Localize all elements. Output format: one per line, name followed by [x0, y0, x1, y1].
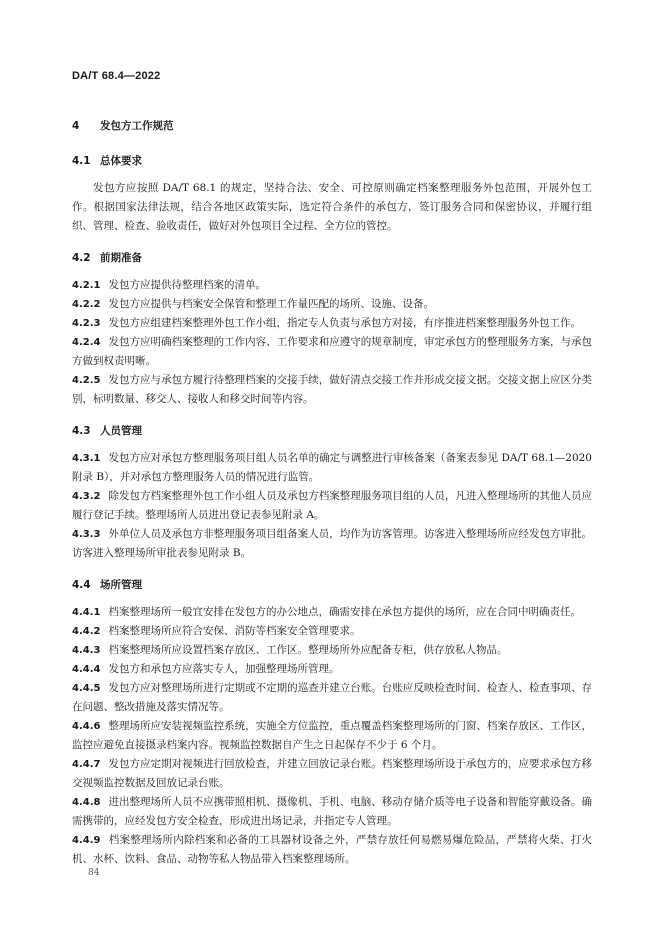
clause-text: 档案整理场所应符合安保、消防等档案安全管理要求。 — [108, 625, 361, 637]
clause-number: 4.4.4 — [72, 664, 101, 675]
clause-number: 4.4.8 — [72, 797, 101, 808]
clause-text: 发包方应组建档案整理外包工作小组，指定专人负责与承包方对接，有序推进档案整理服务外包工作。 — [108, 317, 581, 329]
clause-number: 4.2.1 — [72, 280, 101, 291]
subsection-title: 人员管理 — [100, 425, 142, 437]
subsection-title: 总体要求 — [100, 155, 142, 167]
clause — [72, 622, 592, 641]
page-number: 84 — [88, 868, 100, 878]
clause — [72, 660, 592, 679]
clause-number: 4.4.7 — [72, 759, 101, 770]
clause-text: 发包方应提供待整理档案的清单。 — [108, 279, 266, 291]
subsection-heading-4-1 — [72, 153, 592, 168]
clause — [72, 449, 592, 487]
subsection-title: 场所管理 — [100, 579, 142, 591]
clause-number: 4.3.2 — [72, 491, 101, 502]
clause-number: 4.4.9 — [72, 835, 101, 846]
document-body — [72, 118, 592, 869]
clause-text: 外单位人员及承包方非整理服务项目组备案人员，均作为访客管理。访客进入整理场所应经发包方审批。访客进入整理场所审批表参见附录 B。 — [72, 528, 592, 559]
clause-text: 发包方应与承包方履行待整理档案的交接手续，做好清点交接工作并形成交接文据。交接文据上应区分类别，标明数量、移交人、接收人和移交时间等内容。 — [72, 374, 592, 405]
standard-code: DA/T 68.4—2022 — [72, 70, 161, 82]
clause-text: 发包方和承包方应落实专人，加强整理场所管理。 — [108, 663, 340, 675]
subsection-number: 4.3 — [72, 425, 91, 437]
clause — [72, 487, 592, 525]
clause — [72, 755, 592, 793]
section-number: 4 — [72, 120, 80, 132]
clause-number: 4.2.5 — [72, 375, 101, 386]
subsection-heading-4-2 — [72, 250, 592, 265]
clause-text: 发包方应提供与档案安全保管和整理工作量匹配的场所、设施、设备。 — [108, 298, 434, 310]
clause-number: 4.2.2 — [72, 299, 101, 310]
subsection-number: 4.4 — [72, 579, 91, 591]
clause-text: 进出整理场所人员不应携带照相机、摄像机、手机、电脑、移动存储介质等电子设备和智能穿戴设备。确需携带的，应经发包方安全检查，形成进出场记录，并指定专人管理。 — [72, 796, 592, 827]
clause-text: 档案整理场所应设置档案存放区、工作区。整理场所外应配备专柜，供存放私人物品。 — [108, 644, 508, 656]
clause-number: 4.4.5 — [72, 683, 101, 694]
clause — [72, 793, 592, 831]
clause-text: 发包方应对整理场所进行定期或不定期的巡查并建立台账。台账应反映检查时间、检查人、检查事项、存在问题、整改措施及落实情况等。 — [72, 682, 592, 713]
clause — [72, 641, 592, 660]
clause — [72, 314, 592, 333]
clause-number: 4.3.3 — [72, 529, 101, 540]
clause-text: 档案整理场所内除档案和必备的工具器材设备之外，严禁存放任何易燃易爆危险品，严禁将火柴、打火机、水杯、饮料、食品、动物等私人物品带入档案整理场所。 — [72, 834, 592, 865]
clause-text: 整理场所应安装视频监控系统，实施全方位监控，重点覆盖档案整理场所的门窗、档案存放区、工作区，监控应避免直接摄录档案内容。视频监控数据自产生之日起保存不少于 6 个月。 — [72, 720, 592, 751]
clause-list-4-4 — [72, 603, 592, 869]
clause — [72, 679, 592, 717]
clause-number: 4.4.6 — [72, 721, 101, 732]
clause — [72, 295, 592, 314]
clause-number: 4.2.4 — [72, 337, 101, 348]
clause-number: 4.4.2 — [72, 626, 101, 637]
clause — [72, 603, 592, 622]
clause — [72, 333, 592, 371]
clause-text: 档案整理场所一般宜安排在发包方的办公地点，确需安排在承包方提供的场所，应在合同中明确责任。 — [108, 606, 581, 618]
subsection-number: 4.1 — [72, 155, 91, 167]
clause-text: 发包方应明确档案整理的工作内容、工作要求和应遵守的规章制度，审定承包方的整理服务方案，与承包方做到权责明晰。 — [72, 336, 592, 367]
section-title: 发包方工作规范 — [100, 120, 174, 132]
clause — [72, 371, 592, 409]
clause-number: 4.4.3 — [72, 645, 101, 656]
section-heading — [72, 118, 592, 133]
clause-number: 4.4.1 — [72, 607, 101, 618]
clause — [72, 525, 592, 563]
clause — [72, 276, 592, 295]
clause — [72, 831, 592, 869]
clause-list-4-2 — [72, 276, 592, 409]
clause — [72, 717, 592, 755]
subsection-number: 4.2 — [72, 252, 91, 264]
clause-number: 4.3.1 — [72, 453, 101, 464]
clause-text: 除发包方档案整理外包工作小组人员及承包方档案整理服务项目组的人员，凡进入整理场所的其他人员应履行登记手续。整理场所人员进出登记表参见附录 A。 — [72, 490, 592, 521]
subsection-heading-4-3 — [72, 423, 592, 438]
clause-text: 发包方应定期对视频进行回放检查，并建立回放记录台账。档案整理场所设于承包方的，应要求承包方移交视频监控数据及回放记录台账。 — [72, 758, 592, 789]
clause-number: 4.2.3 — [72, 318, 101, 329]
paragraph-4-1: 发包方应按照 DA/T 68.1 的规定，坚持合法、安全、可控原则确定档案整理服务外包范围，开展外包工作。根据国家法律法规，结合各地区政策实际，选定符合条件的承包方，签订服务合同和保密协议，并履行组织、管理、检查、验收责任，做好对外包项目全过程、全方位的管控。 — [72, 182, 592, 232]
clause-list-4-3 — [72, 449, 592, 563]
subsection-title: 前期准备 — [100, 252, 142, 264]
subsection-heading-4-4 — [72, 577, 592, 592]
clause-text: 发包方应对承包方整理服务项目组人员名单的确定与调整进行审核备案（备案表参见 DA/T 68.1—2020 附录 B），并对承包方整理服务人员的情况进行监管。 — [72, 452, 592, 483]
